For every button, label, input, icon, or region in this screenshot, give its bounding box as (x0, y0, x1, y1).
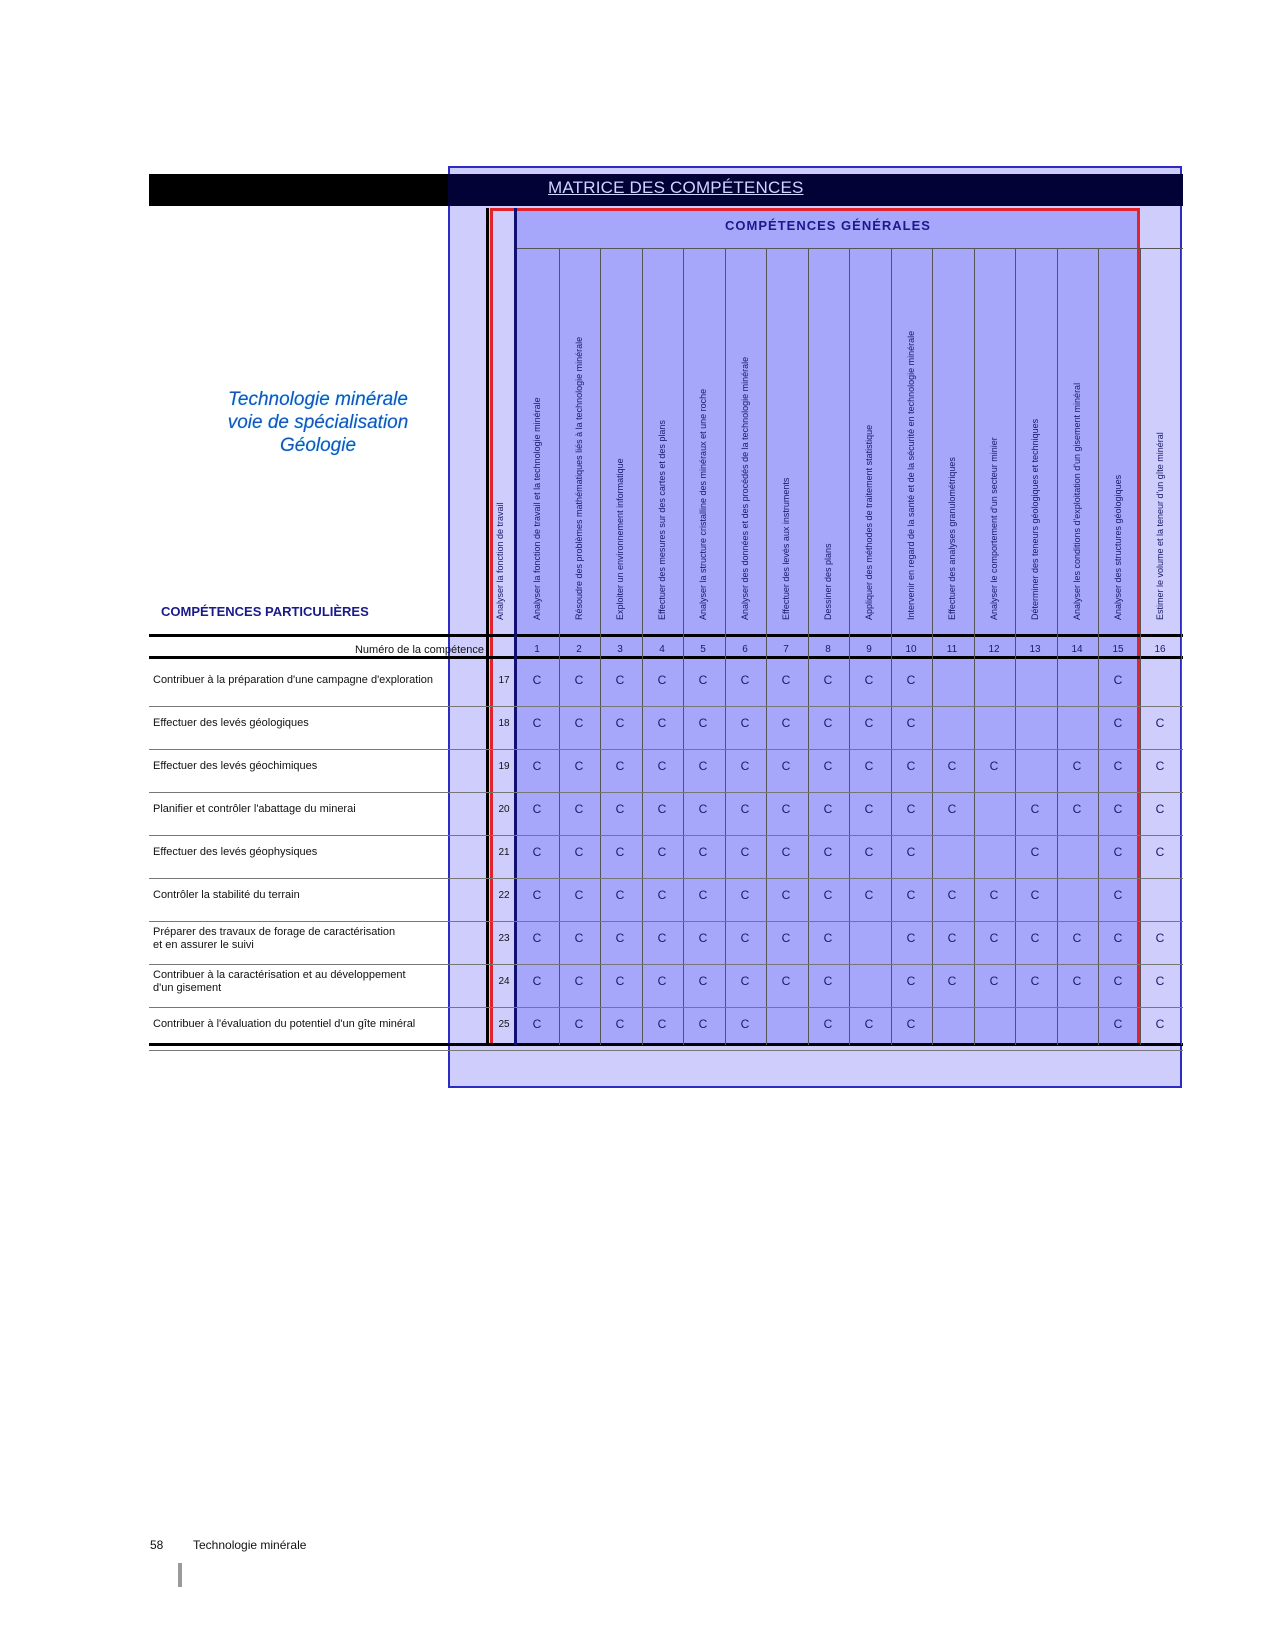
matrix-mark: C (1072, 759, 1082, 773)
matrix-mark: C (615, 673, 625, 687)
column-header-9 (849, 250, 889, 630)
matrix-mark: C (823, 802, 833, 816)
column-header-11 (932, 250, 972, 630)
matrix-mark: C (698, 802, 708, 816)
matrix-mark: C (823, 974, 833, 988)
column-header-16 (1140, 250, 1180, 630)
competency-number: 5 (700, 644, 706, 655)
matrix-mark: C (740, 759, 750, 773)
matrix-mark: C (1155, 1017, 1165, 1031)
row-divider (149, 921, 1183, 922)
matrix-mark: C (906, 974, 916, 988)
particular-competency-label (153, 760, 483, 773)
matrix-mark: C (615, 845, 625, 859)
matrix-mark: C (532, 673, 542, 687)
matrix-mark: C (781, 888, 791, 902)
particular-competency-label (153, 969, 483, 995)
program-title-line: voie de spécialisation (227, 412, 409, 433)
column-header-first (482, 250, 518, 630)
matrix-mark: C (864, 759, 874, 773)
column-header-8 (808, 250, 848, 630)
column-header-13 (1015, 250, 1055, 630)
matrix-mark: C (1030, 888, 1040, 902)
matrix-mark: C (947, 802, 957, 816)
matrix-mark: C (947, 759, 957, 773)
matrix-mark: C (1072, 931, 1082, 945)
particular-competency-number: 18 (498, 718, 510, 729)
matrix-mark: C (989, 759, 999, 773)
competency-number: 12 (988, 644, 1000, 655)
matrix-mark: C (1155, 931, 1165, 945)
column-header-5 (683, 250, 723, 630)
matrix-mark: C (615, 802, 625, 816)
matrix-mark: C (657, 759, 667, 773)
matrix-mark: C (740, 1017, 750, 1031)
particular-competency-label (153, 803, 483, 816)
matrix-mark: C (823, 931, 833, 945)
column-header-15 (1098, 250, 1138, 630)
matrix-mark: C (532, 931, 542, 945)
matrix-mark: C (1030, 802, 1040, 816)
program-title-line: Géologie (279, 435, 357, 456)
competency-number: 4 (659, 644, 665, 655)
matrix-mark: C (781, 802, 791, 816)
matrix-mark: C (532, 888, 542, 902)
matrix-mark: C (698, 931, 708, 945)
particular-competency-text: Contribuer à la caractérisation et au développement (153, 969, 406, 981)
matrix-mark: C (532, 974, 542, 988)
matrix-mark: C (1113, 716, 1123, 730)
competency-number: 8 (825, 644, 831, 655)
competency-number: 15 (1112, 644, 1124, 655)
matrix-mark: C (864, 673, 874, 687)
matrix-mark: C (574, 673, 584, 687)
matrix-mark: C (1155, 716, 1165, 730)
matrix-mark: C (615, 759, 625, 773)
matrix-mark: C (574, 974, 584, 988)
particular-competency-label (153, 846, 483, 859)
matrix-mark: C (615, 974, 625, 988)
matrix-mark: C (657, 845, 667, 859)
matrix-mark: C (657, 1017, 667, 1031)
competency-number: 3 (617, 644, 623, 655)
row-divider (149, 835, 1183, 836)
matrix-mark: C (1030, 974, 1040, 988)
column-header-label: Effectuer des analyses granulométriques (947, 457, 957, 620)
matrix-mark: C (989, 888, 999, 902)
column-header-label: Dessiner des plans (823, 543, 833, 620)
competency-number: 1 (534, 644, 540, 655)
particular-competency-label (153, 674, 483, 687)
particular-competency-text: Contribuer à la préparation d'une campagne d'exploration (153, 674, 433, 686)
column-header-label: Intervenir en regard de la santé et de la sécurité en technologie minérale (906, 330, 916, 620)
matrix-mark: C (574, 845, 584, 859)
particular-competency-text: Contrôler la stabilité du terrain (153, 889, 300, 901)
competency-number: 16 (1154, 644, 1166, 655)
matrix-mark: C (823, 673, 833, 687)
matrix-mark: C (657, 931, 667, 945)
particular-competency-text: Effectuer des levés géologiques (153, 717, 309, 729)
particular-competency-text: Effectuer des levés géochimiques (153, 760, 318, 772)
matrix-mark: C (906, 888, 916, 902)
table-rule (149, 656, 1183, 659)
matrix-mark: C (740, 974, 750, 988)
table-rule (149, 634, 1183, 637)
column-header-label: Analyser des structures géologiques (1113, 474, 1123, 620)
matrix-mark: C (698, 888, 708, 902)
matrix-mark: C (1113, 673, 1123, 687)
particular-competency-number: 25 (498, 1019, 510, 1030)
matrix-mark: C (532, 845, 542, 859)
matrix-mark: C (740, 931, 750, 945)
matrix-mark: C (1113, 802, 1123, 816)
particular-competency-number: 20 (498, 804, 510, 815)
row-divider (149, 1007, 1183, 1008)
program-title-line: Technologie minérale (228, 389, 408, 410)
row-divider (149, 706, 1183, 707)
matrix-mark: C (1113, 1017, 1123, 1031)
column-header-label: Analyser la structure cristalline des minéraux et une roche (698, 388, 708, 620)
matrix-mark: C (615, 716, 625, 730)
particular-competency-text: Planifier et contrôler l'abattage du minerai (153, 803, 356, 815)
number-row-label: Numéro de la compétence (354, 644, 484, 656)
matrix-mark: C (864, 716, 874, 730)
particular-competency-label (153, 1018, 483, 1031)
matrix-mark: C (823, 759, 833, 773)
matrix-mark: C (864, 802, 874, 816)
matrix-mark: C (989, 931, 999, 945)
matrix-mark: C (532, 759, 542, 773)
competency-number: 10 (905, 644, 917, 655)
general-header-rule (517, 248, 1183, 249)
matrix-mark: C (657, 716, 667, 730)
column-header-label: Effectuer des mesures sur des cartes et des plans (657, 420, 667, 620)
matrix-mark: C (781, 974, 791, 988)
matrix-mark: C (989, 974, 999, 988)
matrix-mark: C (698, 1017, 708, 1031)
matrix-mark: C (1113, 759, 1123, 773)
matrix-mark: C (574, 931, 584, 945)
matrix-mark: C (657, 888, 667, 902)
matrix-mark: C (698, 974, 708, 988)
matrix-mark: C (574, 1017, 584, 1031)
matrix-mark: C (532, 1017, 542, 1031)
matrix-mark: C (1113, 888, 1123, 902)
particular-competency-text: Effectuer des levés géophysiques (153, 846, 318, 858)
matrix-mark: C (906, 802, 916, 816)
column-header-label: Exploiter un environnement informatique (615, 458, 625, 620)
column-header-label: Déterminer des teneurs géologiques et techniques (1030, 418, 1040, 620)
column-header-label: Analyser le comportement d'un secteur minier (989, 437, 999, 620)
page-number: 58 (150, 1538, 164, 1552)
row-divider (149, 749, 1183, 750)
competency-number: 6 (742, 644, 748, 655)
matrix-mark: C (698, 673, 708, 687)
particular-competency-number: 21 (498, 847, 510, 858)
matrix-mark: C (906, 845, 916, 859)
column-header-label: Effectuer des levés aux instruments (781, 477, 791, 620)
particular-competency-number: 22 (498, 890, 510, 901)
competency-number: 2 (576, 644, 582, 655)
matrix-mark: C (1072, 974, 1082, 988)
matrix-mark: C (574, 759, 584, 773)
matrix-mark: C (823, 716, 833, 730)
matrix-mark: C (781, 759, 791, 773)
footer-bar (178, 1563, 182, 1587)
matrix-mark: C (615, 888, 625, 902)
column-header-14 (1057, 250, 1097, 630)
matrix-mark: C (657, 802, 667, 816)
column-header-label: Analyser la fonction de travail (495, 502, 505, 620)
particular-competency-number: 23 (498, 933, 510, 944)
column-header-label: Résoudre des problèmes mathématiques liés à la technologie minérale (574, 336, 584, 620)
column-header-label: Analyser la fonction de travail et la technologie minérale (532, 397, 542, 620)
column-header-label: Estimer le volume et la teneur d'un gîte minéral (1155, 432, 1165, 620)
matrix-mark: C (740, 716, 750, 730)
matrix-mark: C (947, 888, 957, 902)
matrix-mark: C (1155, 974, 1165, 988)
table-rule (149, 1043, 1183, 1046)
particular-competency-label (153, 889, 483, 902)
column-header-label: Appliquer des méthodes de traitement statistique (864, 424, 874, 620)
matrix-mark: C (615, 931, 625, 945)
matrix-mark: C (698, 716, 708, 730)
column-header-10 (891, 250, 931, 630)
matrix-mark: C (1155, 845, 1165, 859)
competency-number: 11 (946, 644, 958, 655)
column-header-4 (642, 250, 682, 630)
matrix-mark: C (615, 1017, 625, 1031)
particular-competency-label (153, 926, 483, 952)
matrix-mark: C (1113, 931, 1123, 945)
matrix-mark: C (1155, 802, 1165, 816)
matrix-mark: C (906, 759, 916, 773)
matrix-mark: C (657, 673, 667, 687)
matrix-mark: C (781, 845, 791, 859)
general-competencies-label: COMPÉTENCES GÉNÉRALES (725, 218, 931, 233)
column-header-1 (517, 250, 557, 630)
particular-competency-text: et en assurer le suivi (153, 939, 254, 951)
matrix-mark: C (1030, 845, 1040, 859)
row-divider (149, 964, 1183, 965)
competency-number: 14 (1071, 644, 1083, 655)
matrix-mark: C (740, 673, 750, 687)
matrix-title: MATRICE DES COMPÉTENCES (548, 178, 804, 197)
matrix-mark: C (781, 716, 791, 730)
matrix-mark: C (947, 931, 957, 945)
row-divider (149, 1050, 1183, 1051)
competency-number: 7 (783, 644, 789, 655)
matrix-mark: C (823, 845, 833, 859)
matrix-mark: C (823, 1017, 833, 1031)
matrix-mark: C (657, 974, 667, 988)
competency-number: 13 (1029, 644, 1041, 655)
matrix-mark: C (1072, 802, 1082, 816)
column-header-12 (974, 250, 1014, 630)
matrix-mark: C (823, 888, 833, 902)
matrix-mark: C (781, 673, 791, 687)
column-header-3 (600, 250, 640, 630)
particular-competency-number: 24 (498, 976, 510, 987)
matrix-mark: C (1030, 931, 1040, 945)
matrix-mark: C (906, 673, 916, 687)
matrix-mark: C (906, 716, 916, 730)
column-divider (1181, 248, 1182, 1045)
matrix-mark: C (1155, 759, 1165, 773)
matrix-mark: C (574, 802, 584, 816)
particular-competency-label (153, 717, 483, 730)
matrix-mark: C (574, 888, 584, 902)
matrix-mark: C (698, 759, 708, 773)
matrix-mark: C (947, 974, 957, 988)
matrix-mark: C (740, 845, 750, 859)
matrix-mark: C (1113, 974, 1123, 988)
particular-competency-number: 19 (498, 761, 510, 772)
matrix-mark: C (864, 845, 874, 859)
column-header-label: Analyser des données et des procédés de la technologie minérale (740, 356, 750, 620)
column-header-label: Analyser les conditions d'exploitation d'un gisement minéral (1072, 382, 1082, 620)
matrix-mark: C (906, 1017, 916, 1031)
row-divider (149, 878, 1183, 879)
particular-competency-text: Préparer des travaux de forage de caractérisation (153, 926, 396, 938)
matrix-mark: C (740, 802, 750, 816)
matrix-mark: C (906, 931, 916, 945)
competency-number: 9 (866, 644, 872, 655)
matrix-mark: C (698, 845, 708, 859)
matrix-mark: C (781, 931, 791, 945)
particular-competencies-label: COMPÉTENCES PARTICULIÈRES (161, 604, 369, 619)
particular-competency-number: 17 (498, 675, 510, 686)
program-title (178, 388, 458, 457)
column-header-7 (766, 250, 806, 630)
particular-competency-text: Contribuer à l'évaluation du potentiel d'un gîte minéral (153, 1018, 416, 1030)
particular-competency-text: d'un gisement (153, 982, 222, 994)
matrix-mark: C (1113, 845, 1123, 859)
matrix-mark: C (864, 1017, 874, 1031)
matrix-mark: C (532, 716, 542, 730)
column-header-2 (559, 250, 599, 630)
matrix-mark: C (864, 888, 874, 902)
matrix-mark: C (532, 802, 542, 816)
row-divider (149, 792, 1183, 793)
column-header-6 (725, 250, 765, 630)
matrix-mark: C (574, 716, 584, 730)
matrix-mark: C (740, 888, 750, 902)
footer-title: Technologie minérale (193, 1538, 307, 1552)
